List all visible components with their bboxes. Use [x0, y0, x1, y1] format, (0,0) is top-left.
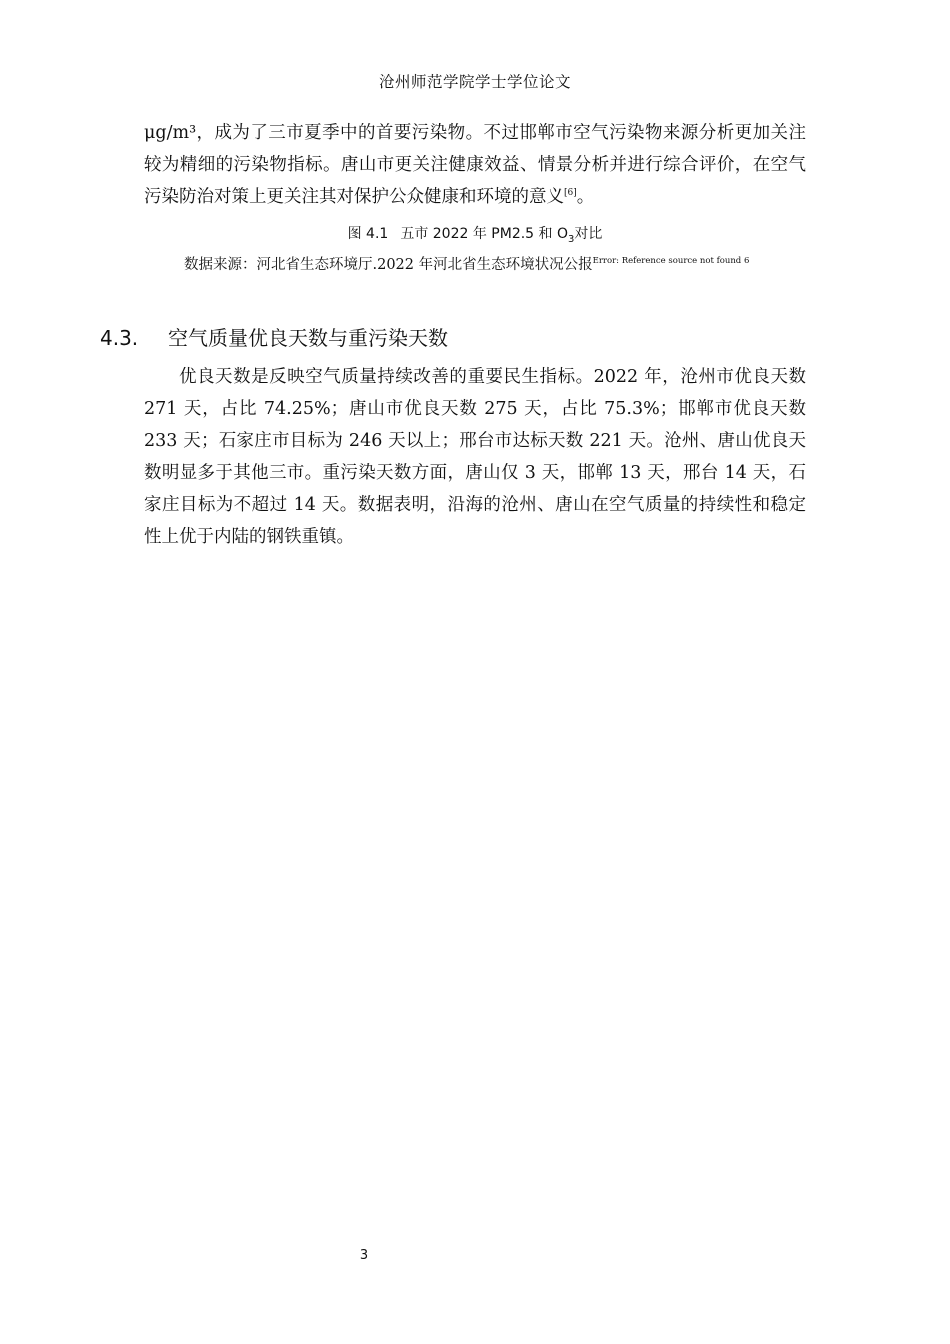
page-number [0, 1248, 728, 1263]
figure-title-suffix: 对比 [574, 226, 603, 242]
page-header [0, 70, 950, 92]
paragraph-1-text: μg/m³，成为了三市夏季中的首要污染物。不过邯郸市空气污染物来源分析更加关注较为精细的污染物指标。唐山市更关注健康效益、情景分析并进行综合评价，在空气污染防治对策上更关注其对保护公众健康和环境的意义 [144, 123, 806, 207]
figure-caption [0, 223, 950, 243]
section-heading [100, 322, 800, 351]
reference-error: Error: Reference source not found [592, 256, 742, 267]
figure-data-source [184, 253, 824, 274]
citation-ref[interactable]: [6] [564, 188, 577, 199]
figure-number: 图 4.1 [347, 226, 389, 242]
figure-title-prefix: 五市 2022 年 PM2.5 和 O [400, 226, 569, 242]
figure-title-subscript: 3 [568, 233, 575, 245]
header-divider [144, 100, 806, 101]
paragraph-1-end: 。 [576, 187, 595, 207]
paragraph-good-days [144, 361, 806, 553]
section-title: 空气质量优良天数与重污染天数 [168, 326, 448, 350]
data-source-text: 数据来源：河北省生态环境厅.2022 年河北省生态环境状况公报 [184, 257, 593, 273]
paragraph-2-text: 优良天数是反映空气质量持续改善的重要民生指标。2022 年，沧州市优良天数 271 天，占比 74.25%；唐山市优良天数 275 天，占比 75.3%；邯郸市优良天数 233 天；石家庄市目标为 246 天以上；邢台市达标天数 221 天。沧州、唐山优良天数明显多于其他三市。重污染天数方面，唐山仅 3 天，邯郸 13 天，邢台 14 天，石家庄目标为不超过 14 天。数据表明，沿海的沧州、唐山在空气质量的持续性和稳定性上优于内陆的钢铁重镇。 [144, 367, 806, 547]
paragraph-pollution-analysis [144, 117, 806, 213]
page-number-value: 3 [359, 1248, 369, 1263]
header-title: 沧州师范学院学士学位论文 [378, 73, 571, 91]
reference-error-number: 6 [743, 256, 750, 267]
section-number: 4.3. [100, 326, 139, 350]
